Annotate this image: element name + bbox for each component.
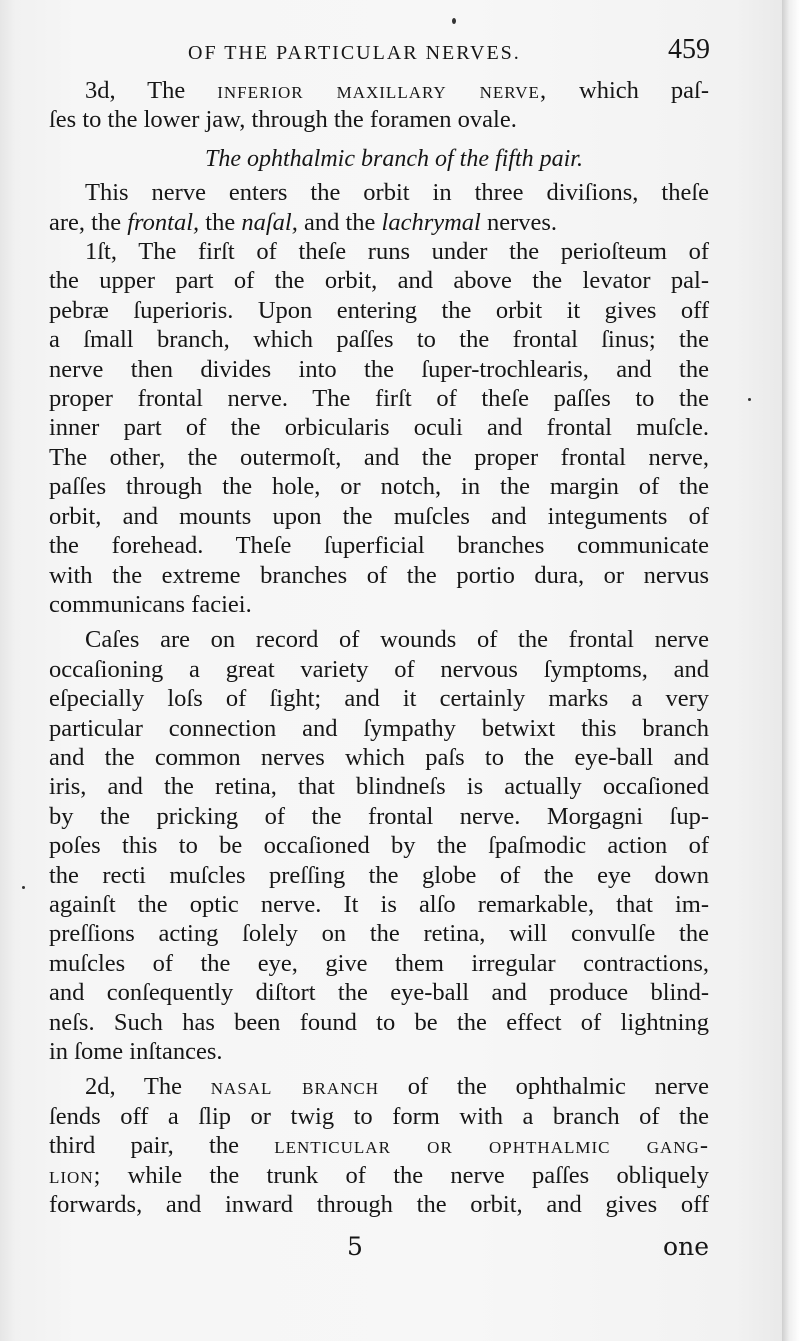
text-line: and conſequently diſtort the eye-ball and produce blind- — [49, 979, 709, 1007]
text-line: eſpecially loſs of ſight; and it certainly marks a very — [49, 685, 709, 713]
text-line: third pair, the lenticular or ophthalmic gang- — [49, 1132, 709, 1160]
text-line: the forehead. Theſe ſuperficial branches communicate — [49, 532, 709, 560]
text-line: ſes to the lower jaw, through the foramen ovale. — [49, 106, 517, 134]
text-line: ſends off a ſlip or twig to form with a branch of the — [49, 1102, 709, 1130]
text-line: paſſes through the hole, or notch, in the margin of the — [49, 473, 709, 501]
text-line: by the pricking of the frontal nerve. Morgagni ſup- — [49, 802, 709, 830]
text-line: neſs. Such has been found to be the effect of lightning — [49, 1008, 709, 1036]
text-line: nerve then divides into the ſuper-trochlearis, and the — [49, 355, 709, 383]
text-line: and the common nerves which paſs to the eye-ball and — [49, 743, 709, 771]
ink-speck — [452, 18, 456, 24]
text-line: againſt the optic nerve. It is alſo remarkable, that im- — [49, 890, 709, 918]
text-line: occaſioning a great variety of nervous ſymptoms, and — [49, 655, 709, 683]
text-line: orbit, and mounts upon the muſcles and integuments of — [49, 502, 709, 530]
text-line: The other, the outermoſt, and the proper frontal nerve, — [49, 443, 709, 471]
text-line: This nerve enters the orbit in three diviſions, theſe — [85, 179, 709, 207]
signature-mark: 5 — [347, 1232, 363, 1261]
page-header — [170, 34, 710, 68]
text-line: muſcles of the eye, give them irregular contractions, — [49, 949, 709, 977]
running-title: OF THE PARTICULAR NERVES. — [188, 42, 521, 64]
page-edge-shadow — [782, 0, 800, 1341]
page-number: 459 — [668, 34, 710, 65]
text-line: in ſome inſtances. — [49, 1038, 223, 1065]
ink-speck — [22, 886, 25, 889]
text-line: with the extreme branches of the portio dura, or nervus — [49, 561, 709, 589]
text-line: iris, and the retina, that blindneſs is actually occaſioned — [49, 773, 709, 801]
text-line: the upper part of the orbit, and above the levator pal- — [49, 267, 709, 295]
section-heading: The ophthalmic branch of the fifth pair. — [205, 145, 583, 172]
text-line: communicans faciei. — [49, 590, 252, 618]
text-line: proper frontal nerve. The firſt of theſe paſſes to the — [49, 385, 709, 413]
text-line: pebræ ſuperioris. Upon entering the orbit it gives off — [49, 296, 709, 324]
text-line: 3d, The inferior maxillary nerve, which paſ- — [85, 77, 710, 104]
text-line: poſes this to be occaſioned by the ſpaſmodic action of — [49, 832, 709, 860]
text-line: 2d, The nasal branch of the ophthalmic nerve — [85, 1073, 709, 1101]
body-text — [49, 76, 709, 1219]
text-line: Caſes are on record of wounds of the frontal nerve — [85, 626, 709, 654]
text-line: lion; while the trunk of the nerve paſſes obliquely — [49, 1161, 709, 1189]
text-line: a ſmall branch, which paſſes to the frontal ſinus; the — [49, 326, 709, 354]
text-line: particular connection and ſympathy betwixt this branch — [49, 714, 709, 742]
text-line: are, the frontal, the naſal, and the lachrymal nerves. — [49, 208, 558, 236]
text-line: 1ſt, The firſt of theſe runs under the perioſteum of — [85, 238, 709, 266]
page-footer — [49, 1232, 709, 1266]
ink-speck — [748, 398, 751, 401]
text-line: forwards, and inward through the orbit, and gives off — [49, 1191, 709, 1219]
catchword: one — [663, 1232, 709, 1261]
text-line: the recti muſcles preſſing the globe of the eye down — [49, 861, 709, 889]
text-line: preſſions acting ſolely on the retina, will convulſe the — [49, 920, 709, 948]
text-line: inner part of the orbicularis oculi and frontal muſcle. — [49, 414, 709, 442]
